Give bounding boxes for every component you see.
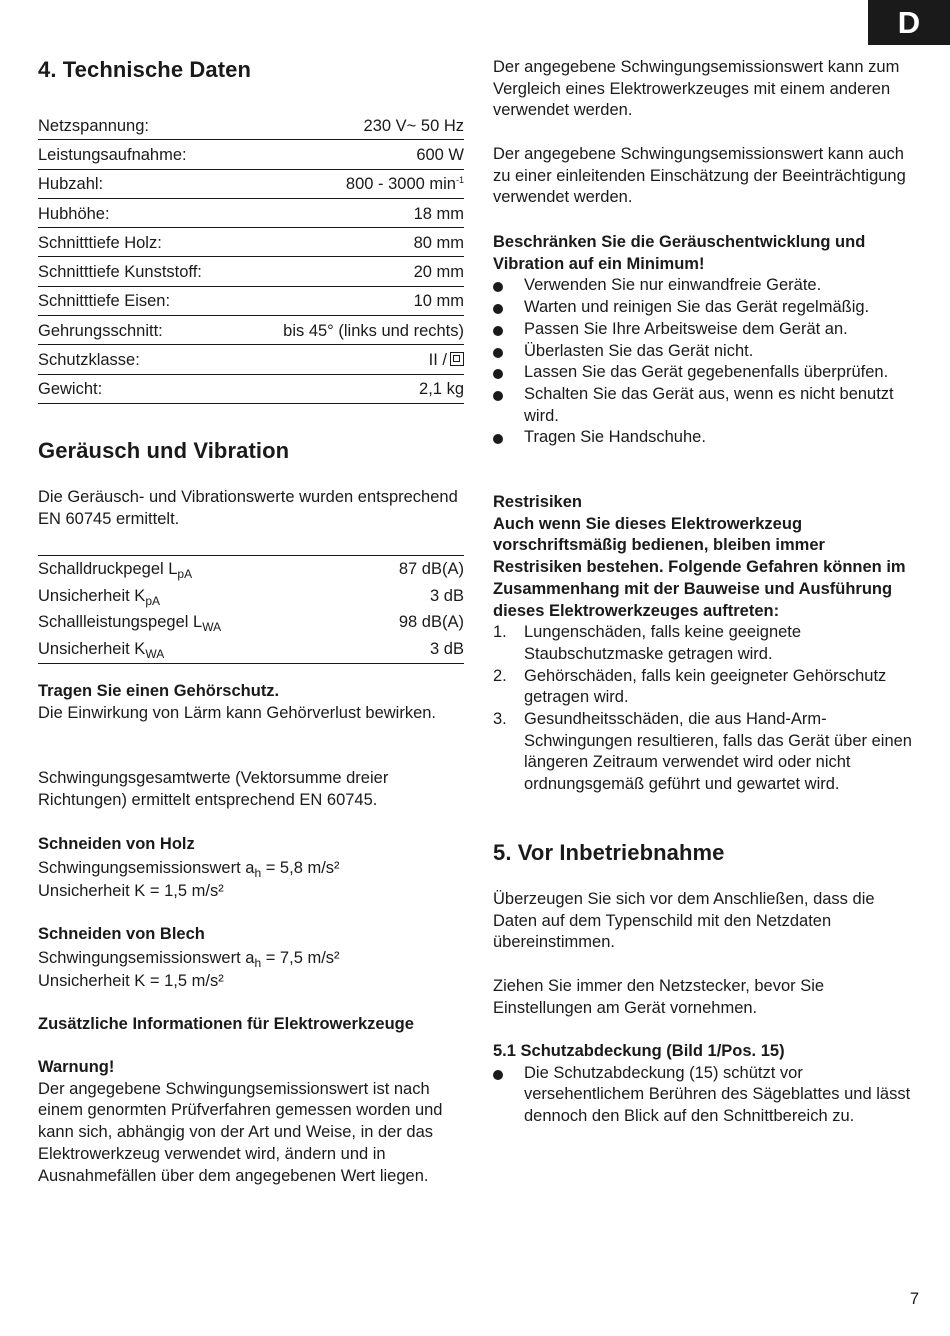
list-item: Die Schutzabdeckung (15) schützt vor versehentlichem Berühren des Sägeblattes und lässt dennoch den Blick auf den Schnittbereich zu. (493, 1063, 913, 1128)
risk-heading: Restrisiken (493, 493, 582, 511)
tech-data-title: 4. Technische Daten (38, 57, 252, 82)
commissioning-text-1: Überzeugen Sie sich vor dem Anschließen, dass die Daten auf dem Typenschild mit den Netzdaten übereinstimmen. (493, 890, 875, 952)
risk-list (493, 622, 913, 796)
bullet-icon (493, 304, 503, 314)
list-item: 1. Lungenschäden, falls keine geeignete Staubschutzmaske getragen wird. (493, 623, 802, 663)
spec-row: Gehrungsschnitt: bis 45° (links und rechts) (38, 316, 464, 345)
language-tab: D (868, 0, 950, 45)
sheet-heading: Schneiden von Blech (38, 925, 205, 943)
list-item: Lassen Sie das Gerät gegebenenfalls überprüfen. (493, 362, 913, 384)
sheet-emission: Schwingungsemissionswert $a_h = 7,5$ m/s² (38, 948, 340, 970)
sheet-uncertainty: Unsicherheit K = 1,5 m/s² (38, 971, 224, 990)
noise-vibration-title: Geräusch und Vibration (38, 438, 290, 463)
list-item: Schalten Sie das Gerät aus, wenn es nicht benutzt wird. (493, 384, 913, 427)
spec-row: Schnitttiefe Kunststoff: 20 mm (38, 257, 464, 286)
bullet-icon (493, 434, 503, 444)
wood-cutting-block (38, 834, 464, 902)
noise-row: Unsicherheit $K_{WA}$ 3 dB (38, 640, 464, 662)
hearing-text: Die Einwirkung von Lärm kann Gehörverlust bewirken. (38, 703, 437, 722)
bullet-icon (493, 348, 503, 358)
protective-cover-block (493, 1041, 913, 1128)
wood-uncertainty: Unsicherheit K = 1,5 m/s² (38, 881, 224, 900)
sheet-cutting-block (38, 924, 464, 992)
wood-emission: Schwingungsemissionswert $a_h = 5,8$ m/s² (38, 858, 340, 880)
warning-text: Der angegebene Schwingungsemissionswert ist nach einem genormten Prüfverfahren gemessen worden und kann sich, abhängig von der Art und Weise, in der das Elektrowerkzeug verwendet wird, ändern und in Ausnahmefällen über dem angegebenen Wert liegen. (38, 1079, 443, 1185)
wood-heading: Schneiden von Holz (38, 835, 195, 853)
spec-row: Schnitttiefe Holz: 80 mm (38, 228, 464, 257)
protective-cover-list (493, 1063, 913, 1128)
warning-block (38, 1057, 464, 1187)
assessment-text: Der angegebene Schwingungsemissionswert kann auch zu einer einleitenden Einschätzung der Beeinträchtigung verwendet werden. (493, 145, 906, 207)
warning-heading: Warnung! (38, 1058, 115, 1076)
list-item: Überlasten Sie das Gerät nicht. (493, 341, 913, 363)
list-item: 2. Gehörschäden, falls kein geeigneter Gehörschutz getragen wird. (493, 666, 887, 707)
tech-data-table (38, 111, 464, 404)
spec-row: Hubhöhe: 18 mm (38, 199, 464, 228)
hearing-heading: Tragen Sie einen Gehörschutz. (38, 682, 280, 700)
list-item: Verwenden Sie nur einwandfreie Geräte. (493, 275, 913, 297)
list-item: Passen Sie Ihre Arbeitsweise dem Gerät an. (493, 319, 913, 341)
bullet-icon (493, 1070, 503, 1080)
list-item: 3. Gesundheitsschäden, die aus Hand-Arm-Schwingungen resultieren, falls das Gerät über einen längeren Zeitraum verwendet wird oder nicht ordnungsgemäß geführt und gewartet wird. (493, 710, 912, 794)
page-number: 7 (909, 1290, 919, 1308)
hearing-protection-block (38, 681, 464, 724)
spec-row: Leistungsaufnahme: 600 W (38, 140, 464, 169)
extra-info-heading: Zusätzliche Informationen für Elektrowerkzeuge (38, 1015, 414, 1033)
protection-class-ii-icon (450, 352, 464, 366)
spec-row: Netzspannung: 230 V~ 50 Hz (38, 111, 464, 140)
limit-heading: Beschränken Sie die Geräuschentwicklung und Vibration auf ein Minimum! (493, 233, 866, 273)
noise-intro: Die Geräusch- und Vibrationswerte wurden entsprechend EN 60745 ermittelt. (38, 488, 458, 528)
bullet-icon (493, 369, 503, 379)
noise-row: Schalldruckpegel $L_{pA}$ 87 dB(A) (38, 559, 464, 581)
protective-cover-heading: 5.1 Schutzabdeckung (Bild 1/Pos. 15) (493, 1042, 785, 1060)
commissioning-title: 5. Vor Inbetriebnahme (493, 840, 725, 865)
spec-row: Gewicht: 2,1 kg (38, 375, 464, 404)
list-item: Warten und reinigen Sie das Gerät regelmäßig. (493, 297, 913, 319)
limit-bullet-list (493, 275, 913, 449)
comparison-text: Der angegebene Schwingungsemissionswert kann zum Vergleich eines Elektrowerkzeuges mit einem anderen verwendet werden. (493, 58, 900, 120)
spec-row: Hubzahl: 800 - 3000 $\min^{-1}$ (38, 170, 464, 199)
noise-table (38, 555, 464, 664)
limit-noise-block (493, 232, 913, 449)
vibration-total-text: Schwingungsgesamtwerte (Vektorsumme dreier Richtungen) ermittelt entsprechend EN 60745. (38, 769, 389, 809)
spec-row: Schutzklasse: II / (38, 345, 464, 374)
bullet-icon (493, 391, 503, 401)
risk-intro: Auch wenn Sie dieses Elektrowerkzeug vorschriftsmäßig bedienen, bleiben immer Restrisiken bestehen. Folgende Gefahren können im Zusammenhang mit der Bauweise und Ausführung dieses Elektrowerkzeuges auftreten: (493, 514, 906, 620)
commissioning-text-2: Ziehen Sie immer den Netzstecker, bevor Sie Einstellungen am Gerät vornehmen. (493, 977, 825, 1017)
noise-row: Schallleistungspegel $L_{WA}$ 98 dB(A) (38, 613, 464, 635)
bullet-icon (493, 282, 503, 292)
bullet-icon (493, 326, 503, 336)
spec-row: Schnitttiefe Eisen: 10 mm (38, 287, 464, 316)
list-item: Tragen Sie Handschuhe. (493, 427, 913, 449)
residual-risks-block (493, 492, 913, 796)
noise-row: Unsicherheit $K_{pA}$ 3 dB (38, 586, 464, 608)
